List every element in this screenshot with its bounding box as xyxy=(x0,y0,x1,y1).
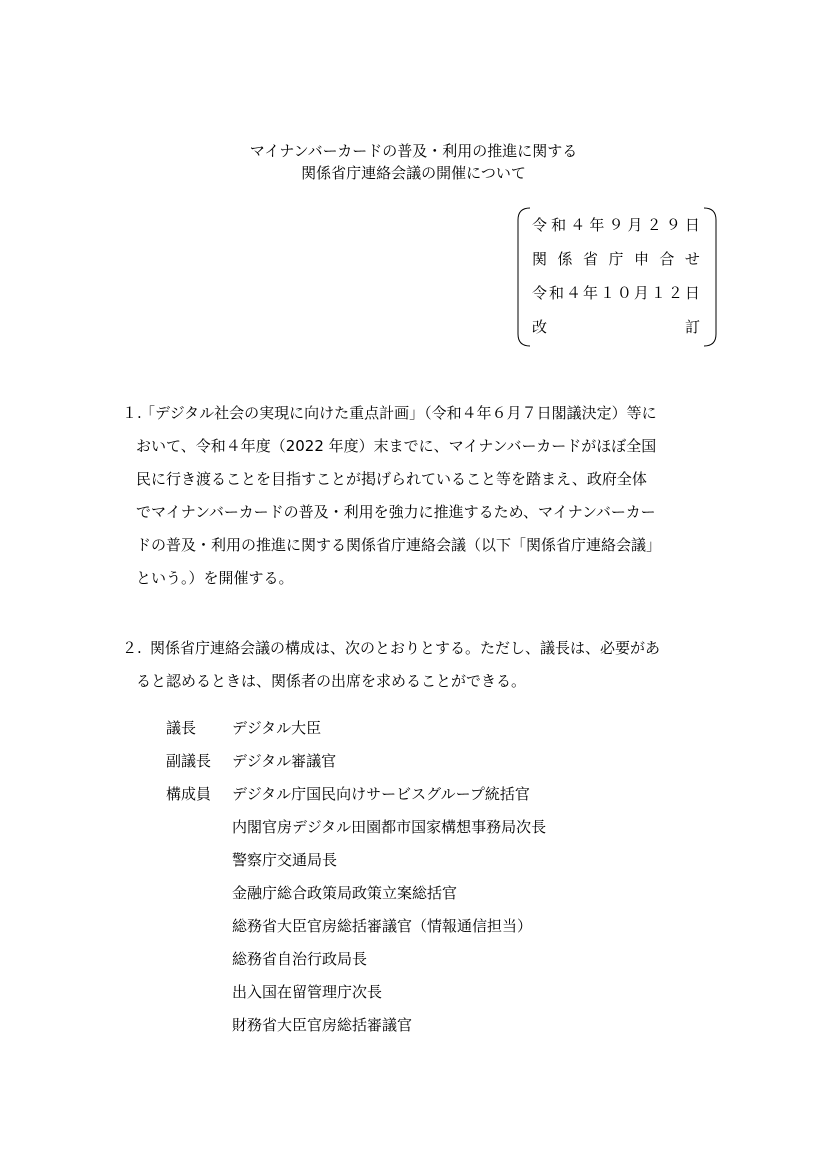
section-1-line: 「デジタル社会の実現に向けた重点計画」（令和４年６月７日閣議決定）等に xyxy=(140,404,657,422)
member-name: 警察庁交通局長 xyxy=(232,851,338,869)
section-2-line: 関係省庁連絡会議の構成は、次のとおりとする。ただし、議長は、必要があ xyxy=(150,639,661,657)
date-line-2 xyxy=(532,249,700,269)
date-line-3 xyxy=(532,283,700,303)
date-char: 令 xyxy=(532,284,548,302)
date-char: 日 xyxy=(684,284,700,302)
date-line-4 xyxy=(532,317,700,337)
member-name: デジタル大臣 xyxy=(232,719,322,737)
date-char: 和 xyxy=(548,284,564,302)
date-char: 訂 xyxy=(684,318,700,336)
member-name: 財務省大臣官房総括審議官 xyxy=(232,1016,413,1034)
date-char: ４ xyxy=(570,216,586,234)
section-1-paragraph xyxy=(136,397,661,595)
section-1-line: おいて、令和４年度（2022 年度）末までに、マイナンバーカードがほぼ全国 xyxy=(136,437,657,455)
section-2-number: ２. xyxy=(122,639,142,657)
member-role: 副議長 xyxy=(166,752,212,770)
date-char: ４ xyxy=(565,284,581,302)
section-1-number: １. xyxy=(122,404,142,422)
date-char: せ xyxy=(684,250,700,268)
date-char: 令 xyxy=(532,216,548,234)
date-char: 年 xyxy=(582,284,598,302)
member-name: 金融庁総合政策局政策立案総括官 xyxy=(232,884,458,902)
section-1-line: でマイナンバーカードの普及・利用を強力に推進するため、マイナンバーカー xyxy=(136,503,656,521)
date-char: １ xyxy=(650,284,666,302)
date-char: 改 xyxy=(532,318,548,336)
section-1-line: という。）を開催する。 xyxy=(136,569,294,587)
member-name: 総務省自治行政局長 xyxy=(232,950,368,968)
date-char: 和 xyxy=(551,216,567,234)
date-char: 月 xyxy=(633,284,649,302)
member-role: 議長 xyxy=(166,719,197,737)
member-name: デジタル庁国民向けサービスグループ統括官 xyxy=(232,785,530,803)
date-char: 省 xyxy=(582,250,598,268)
date-char: 庁 xyxy=(608,250,624,268)
date-char: 係 xyxy=(557,250,573,268)
date-char: ９ xyxy=(608,216,624,234)
date-char: ０ xyxy=(616,284,632,302)
date-box xyxy=(516,206,718,348)
section-1-line: ドの普及・利用の推進に関する関係省庁連絡会議（以下「関係省庁連絡会議」 xyxy=(136,536,662,554)
member-name: 内閣官房デジタル田園都市国家構想事務局次長 xyxy=(232,818,547,836)
section-2-line: ると認めるときは、関係者の出席を求めることができる。 xyxy=(136,672,527,690)
date-char: 月 xyxy=(627,216,643,234)
member-role: 構成員 xyxy=(166,785,212,803)
member-name: 総務省大臣官房総括審議官（情報通信担当） xyxy=(232,917,533,935)
date-char: 申 xyxy=(633,250,649,268)
date-char: ２ xyxy=(646,216,662,234)
document-title xyxy=(0,140,827,184)
date-char: ９ xyxy=(665,216,681,234)
date-line-1 xyxy=(532,215,700,235)
date-char: 年 xyxy=(589,216,605,234)
section-2-paragraph xyxy=(136,632,660,698)
date-char: １ xyxy=(599,284,615,302)
date-char: 日 xyxy=(684,216,700,234)
date-char: 合 xyxy=(659,250,675,268)
member-name: 出入国在留管理庁次長 xyxy=(232,983,383,1001)
date-char: 関 xyxy=(532,250,548,268)
member-name: デジタル審議官 xyxy=(232,752,337,770)
date-char: ２ xyxy=(667,284,683,302)
title-line-1: マイナンバーカードの普及・利用の推進に関する xyxy=(249,142,578,160)
title-line-2: 関係省庁連絡会議の開催について xyxy=(301,164,526,182)
section-1-line: 民に行き渡ることを目指すことが掲げられていること等を踏まえ、政府全体 xyxy=(136,470,647,488)
